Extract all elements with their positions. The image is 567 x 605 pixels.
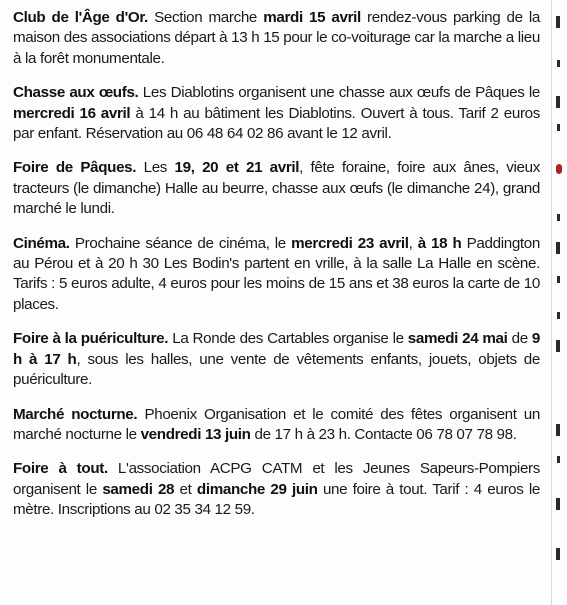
announcement-date: samedi 24 mai [407, 330, 508, 348]
cropped-glyph [556, 96, 560, 108]
announcement-date: mercredi 23 avril [291, 234, 409, 252]
announcement-date: dimanche 29 juin [196, 480, 318, 498]
announcement-text: Prochaine séance de cinéma, le [69, 234, 292, 252]
announcement-text: Section marche [147, 9, 264, 26]
cropped-glyph [556, 548, 560, 560]
announcement-title: Foire à la puériculture. [13, 330, 169, 348]
cropped-glyph [556, 242, 560, 254]
announcement-text: Paddington au Pérou et à 20 h 30 Les Bodin's partent en vrille, à la salle La Halle en scène. Tarifs : 5 euros adulte, 4 euros pour les moins de 15 ans et 38 euros la carte de 10 places. [13, 234, 540, 313]
announcement-text: une foire à tout. Tarif : 4 euros le mètre. Inscriptions au 02 35 34 12 59. [13, 480, 540, 519]
announcement-text: L'association ACPG CATM et les Jeunes Sapeurs-Pompiers organisent le [13, 460, 540, 498]
announcement-title: Foire de Pâques. [13, 159, 137, 177]
announcement-title: Cinéma. [13, 234, 70, 252]
announcement-date: mardi 15 avril [263, 9, 361, 26]
cropped-glyph [557, 312, 560, 319]
announcement-text: , [408, 234, 418, 252]
announcement-title: Marché nocturne. [13, 405, 138, 423]
announcement-foire-a-tout [13, 459, 540, 520]
adjacent-column-edge [551, 0, 567, 605]
announcement-text: à 14 h au bâtiment les Diablotins. Ouvert à tous. Tarif 2 euros par enfant. Réservation au 06 48 64 02 86 avant le 12 avril. [13, 104, 540, 143]
cropped-glyph [556, 424, 560, 436]
announcement-text: Phoenix Organisation et le comité des fêtes organisent un marché nocturne le [13, 405, 540, 443]
announcement-cinema [13, 234, 540, 316]
cropped-glyph [556, 498, 560, 510]
cropped-glyph [557, 276, 560, 283]
announcement-time: à 18 h [417, 234, 462, 252]
announcement-club-age-dor [13, 8, 540, 69]
announcement-date: samedi 28 [102, 480, 175, 498]
cropped-glyph [557, 124, 560, 131]
cropped-glyph [556, 16, 560, 28]
announcement-text: de [507, 330, 532, 348]
cropped-glyph [556, 340, 560, 352]
announcement-text: Les [136, 159, 175, 177]
announcement-text: de 17 h à 23 h. Contacte 06 78 07 78 98. [250, 425, 517, 443]
announcement-text: La Ronde des Cartables organise le [168, 330, 408, 348]
announcement-text: , sous les halles, une vente de vêtements enfants, jouets, objets de puériculture. [13, 350, 540, 389]
cropped-glyph [557, 214, 560, 221]
announcement-date: vendredi 13 juin [140, 425, 251, 443]
announcement-foire-de-paques [13, 158, 540, 219]
cropped-glyph [556, 164, 562, 174]
cropped-glyph [557, 60, 560, 67]
announcement-foire-puericulture [13, 329, 540, 390]
announcement-time: 9 h à 17 h [13, 330, 541, 368]
announcement-title: Chasse aux œufs. [13, 84, 139, 102]
announcement-text: Les Diablotins organisent une chasse aux œufs de Pâques le [138, 84, 540, 102]
announcement-title: Club de l'Âge d'Or. [13, 9, 148, 26]
announcement-text: , fête foraine, foire aux ânes, vieux tracteurs (le dimanche) Halle au beurre, chasse aux œufs (le dimanche 24), grand marché le lundi. [13, 159, 540, 218]
announcement-chasse-aux-oeufs [13, 83, 540, 144]
announcement-marche-nocturne [13, 405, 540, 446]
announcement-title: Foire à tout. [13, 460, 108, 478]
announcement-date: mercredi 16 avril [13, 104, 131, 122]
announcements-column [13, 8, 540, 535]
announcement-text: rendez-vous parking de la maison des associations départ à 13 h 15 pour le co-voiturage car la marche a lieu à la forêt monumentale. [13, 9, 540, 67]
announcement-date: 19, 20 et 21 avril [174, 159, 300, 177]
cropped-glyph [557, 456, 560, 463]
announcement-text: et [174, 480, 197, 498]
